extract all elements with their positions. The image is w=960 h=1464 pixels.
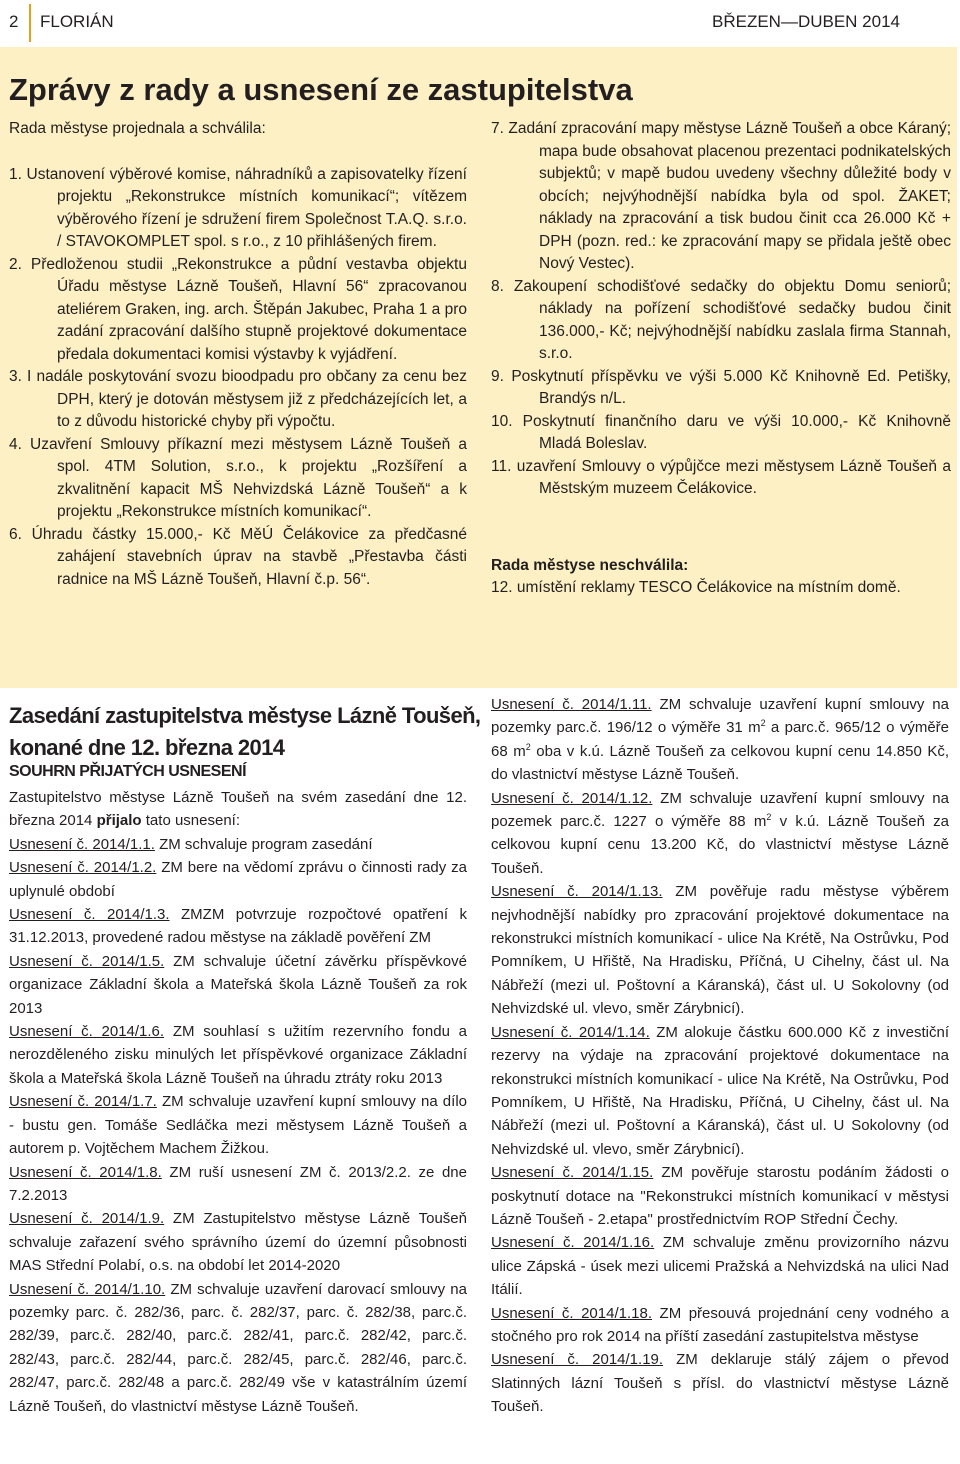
resolution-text: ZM ruší usnesení ZM č. 2013/2.2. ze dne 7.2.2013 (9, 1163, 467, 1204)
list-item: 7. Zadání zpracování mapy městyse Lázně Toušeň a obce Káraný; mapa bude obsahovat placenou prezentaci podnikatelských subjektů; v mapě budou uvedeny všechny důležité body v obcích; nejvýhodnější nabídka byla od spol. ŽAKET; náklady na zpracování a tisk budou činit cca 26.000 Kč + DPH (pozn. red.: ke zpracování mapy se přidala ještě obec Nový Vestec). (491, 120, 951, 272)
list-item: 9. Poskytnutí příspěvku ve výši 5.000 Kč Knihovně Ed. Petišky, Brandýs n/L. (491, 367, 951, 407)
list-item: 3. I nadále poskytování svozu bioodpadu pro občany za cenu bez DPH, který je dotován městysem již z předcházejících let, a to z důvodu historické chyby při výpočtu. (9, 368, 467, 430)
superscript: 2 (766, 812, 772, 823)
resolution-item (491, 880, 949, 1020)
resolution-item (491, 1348, 949, 1418)
intro-bold: přijalo (96, 812, 142, 830)
resolution-text: ZM deklaruje stálý zájem o převod Slatinných lázní Toušeň s přísl. do vlastnictví městyse Lázně Toušeň. (491, 1351, 949, 1416)
resolution-ref: Usnesení č. 2014/1.9. (9, 1210, 165, 1228)
resolution-ref: Usnesení č. 2014/1.18. (491, 1304, 652, 1322)
resolution-text: ZM přesouvá projednání ceny vodného a stočného pro rok 2014 na příští zasedání zastupitelstva městyse (491, 1304, 949, 1345)
resolution-ref: Usnesení č. 2014/1.15. (491, 1164, 654, 1182)
resolution-ref: Usnesení č. 2014/1.7. (9, 1093, 157, 1111)
resolution-ref: Usnesení č. 2014/1.11. (491, 696, 652, 713)
resolution-ref: Usnesení č. 2014/1.6. (9, 1023, 165, 1041)
resolution-item (9, 1161, 467, 1208)
resolution-text: ZM Zastupitelstvo městyse Lázně Toušeň schvaluje zařazení svého správního území do územní působnosti MAS Střední Polabí, o.s. na období let 2014-2020 (9, 1210, 467, 1275)
resolution-text: ZM souhlasí s užitím rezervního fondu a nerozděleného zisku minulých let příspěvkové organizace Základní škola a Mateřská škola Lázně Toušeň na úhradu ztráty roku 2013 (9, 1023, 468, 1087)
resolution-item (9, 856, 467, 903)
not-approved-item: 12. umístění reklamy TESCO Čelákovice na místním domě. (491, 579, 901, 596)
resolution-text: ZM pověřuje radu městyse výběrem nejvhodnější nabídky pro zpracování projektové dokumentace na rekonstrukci místních komunikací - ulice Na Krétě, Na Ostrůvku, Pod Pomníkem, U Hřiště, Na Hradisku, Příčná, U Cihelny, část ul. Na Nábřeží (mezi ul. Poštovní a Káranská), část ul. U Sokolovny (od Nehvizdské ul. vlevo, směr Zárybnicí). (491, 883, 949, 1018)
superscript: 2 (760, 718, 766, 729)
list-item: 10. Poskytnutí finančního daru ve výši 10.000,- Kč Knihovně Mladá Boleslav. (491, 412, 951, 452)
resolution-ref: Usnesení č. 2014/1.5. (9, 952, 165, 970)
resolution-text: ZM schvaluje uzavření darovací smlouvy na pozemky parc. č. 282/36, parc. č. 282/37, parc. č. 282/38, parc.č. 282/39, parc.č. 282/40, parc.č. 282/41, parc.č. 282/42, parc.č. 282/43, parc.č. 282/44, parc.č. 282/45, parc.č. 282/46, parc.č. 282/47, parc.č. 282/48 a parc.č. 282/49 vše v katastrálním území Lázně Toušeň, do vlastnictví městyse Lázně Toušeň. (9, 1280, 467, 1415)
resolution-item (9, 1020, 467, 1090)
resolution-text: ZM bere na vědomí zprávu o činnosti rady za uplynulé období (9, 859, 467, 900)
resolution-item (491, 1231, 949, 1301)
resolution-text: ZM pověřuje starostu podáním žádosti o poskytnutí dotace na "Rekonstrukci místních komunikací v městysi Lázně Toušeň - 2.etapa" prostřednictvím ROP Střední Čechy. (491, 1164, 949, 1228)
section-title: Zprávy z rady a usnesení ze zastupitelstva (9, 72, 633, 107)
resolution-text: a parc.č. 965/12 o výměře 68 m (491, 719, 950, 760)
resolution-text: ZM schvaluje program zasedání (154, 835, 373, 853)
superscript: 2 (525, 741, 531, 752)
resolution-text: oba v k.ú. Lázně Toušeň za celkovou kupní cenu 14.850 Kč, do vlastnictví městyse Lázně Toušeň. (491, 742, 949, 784)
resolutions-left-column (9, 786, 467, 1418)
resolution-ref: Usnesení č. 2014/1.16. (491, 1234, 655, 1252)
list-item: 8. Zakoupení schodišťové sedačky do objektu Domu seniorů; náklady na pořízení schodišťové sedačky budou činit 136.000,- Kč; nejvýhodnější nabídku zaslala firma Stannah, s.r.o. (491, 277, 951, 362)
resolution-text: ZM schvaluje uzavření kupní smlouvy na pozemky parc.č. 196/12 o výměře 31 m (491, 696, 949, 737)
resolution-ref: Usnesení č. 2014/1.19. (491, 1351, 664, 1369)
resolution-item (491, 1021, 949, 1161)
list-item: 2. Předloženou studii „Rekonstrukce a půdní vestavba objektu Úřadu městyse Lázně Toušeň, Hlavní 56“ zpracovanou ateliérem Graken, ing. arch. Štěpán Jakubec, Praha 1 a pro zadání zpracování dalšího stupně projektové dokumentace předala dokumentaci komisi výstavby k vyjádření. (9, 255, 467, 363)
session-title-line2: konané dne 12. března 2014 (9, 735, 285, 760)
resolution-text: ZMZM potvrzuje rozpočtové opatření k 31.12.2013, provedené radou městyse na základě pověření ZM (9, 906, 467, 947)
resolution-text: ZM schvaluje uzavření kupní smlouvy na dílo - bustu gen. Tomáše Sedláčka mezi městysem Lázně Toušeň a autorem p. Vojtěchem Machem Žižkou. (9, 1093, 467, 1158)
resolution-item (9, 1090, 467, 1160)
not-approved-heading: Rada městyse neschválila: (491, 556, 689, 574)
council-news-left-column (9, 118, 467, 591)
resolution-ref: Usnesení č. 2014/1.14. (491, 1023, 650, 1041)
resolution-ref: Usnesení č. 2014/1.3. (9, 906, 170, 924)
resolutions-subtitle: SOUHRN PŘIJATÝCH USNESENÍ (9, 763, 247, 780)
resolution-text: ZM schvaluje účetní závěrku příspěvkové organizace Základní škola a Mateřská škola Lázně Toušeň za rok 2013 (9, 952, 467, 1017)
resolution-ref: Usnesení č. 2014/1.10. (9, 1280, 166, 1298)
resolution-item (9, 833, 467, 856)
session-title (9, 700, 480, 764)
intro-part: Zastupitelstvo městyse Lázně Toušeň na svém zasedání dne 12. března 2014 (9, 789, 467, 830)
lead-text: Rada městyse projednala a schválila: (9, 120, 266, 137)
resolution-text: ZM schvaluje změnu provizorního názvu ulice Zápská - úsek mezi ulicemi Pražská a Nehvizdská na ulici Nad Itálií. (491, 1234, 949, 1299)
resolution-text: v k.ú. Lázně Toušeň za celkovou kupní cenu 13.200 Kč, do vlastnictví městyse Lázně Toušeň. (491, 813, 950, 877)
resolution-text: ZM schvaluje uzavření kupní smlouvy na pozemek parc.č. 1227 o výměře 88 m (491, 789, 949, 831)
list-item: 11. uzavření Smlouvy o výpůjčce mezi městysem Lázně Toušeň a Městským muzeem Čelákovice. (491, 457, 951, 497)
list-item: 4. Uzavření Smlouvy příkazní mezi městysem Lázně Toušeň a spol. 4TM Solution, s.r.o., k projektu „Rozšíření a zkvalitnění kapacit MŠ Nehvizdská Lázně Toušeň“ a k projektu „Rekonstrukce místních komunikací“. (9, 435, 467, 520)
resolution-item (9, 1207, 467, 1277)
header-divider (29, 4, 31, 42)
resolution-item (9, 1278, 467, 1418)
resolution-text: ZM alokuje částku 600.000 Kč z investiční rezervy na výdaje na zpracování projektové dokumentace na rekonstrukci místních komunikací - ulice Na Krétě, Na Ostrůvku, Pod Pomníkem, U Hřiště, Na Hradisku, Příčná, U Cihelny, část ul. Na Nábřeží (mezi ul. Poštovní a Káranská), část ul. U Sokolovny (od Nehvizdské ul. vlevo, směr Zárybnicí). (491, 1023, 949, 1158)
session-title-line1: Zasedání zastupitelstva městyse Lázně Toušeň, (9, 703, 481, 728)
resolution-ref: Usnesení č. 2014/1.2. (9, 859, 157, 877)
resolution-item (491, 1302, 949, 1349)
list-item: 1. Ustanovení výběrové komise, náhradníků a zapisovatelky řízení projektu „Rekonstrukce místních komunikací“; vítězem výběrového řízení je sdružení firem Společnost T.A.Q. s.r.o. / STAVOKOMPLET spol. s r.o., z 10 přihlášených firem. (9, 165, 467, 250)
list-item: 6. Úhradu částky 15.000,- Kč MěÚ Čelákovice za předčasné zahájení stavebních úprav na stavbě „Přestavba části radnice na MŠ Lázně Toušeň, Hlavní č.p. 56“. (9, 525, 467, 588)
resolution-ref: Usnesení č. 2014/1.13. (491, 883, 663, 901)
resolution-item (491, 787, 949, 881)
intro-text (9, 786, 467, 833)
resolution-item (491, 693, 949, 787)
resolution-ref: Usnesení č. 2014/1.8. (9, 1163, 162, 1181)
resolution-item (491, 1161, 949, 1231)
page-header (0, 0, 960, 46)
resolution-item (9, 903, 467, 950)
council-news-right-column (491, 118, 951, 600)
resolutions-right-column (491, 693, 949, 1419)
page-number: 2 (9, 12, 19, 31)
resolution-ref: Usnesení č. 2014/1.12. (491, 789, 653, 807)
issue-date: BŘEZEN—DUBEN 2014 (711, 12, 900, 31)
resolution-item (9, 950, 467, 1020)
resolution-ref: Usnesení č. 2014/1.1. (9, 835, 155, 853)
magazine-name: FLORIÁN (40, 12, 114, 31)
intro-part: tato usnesení: (141, 812, 240, 830)
